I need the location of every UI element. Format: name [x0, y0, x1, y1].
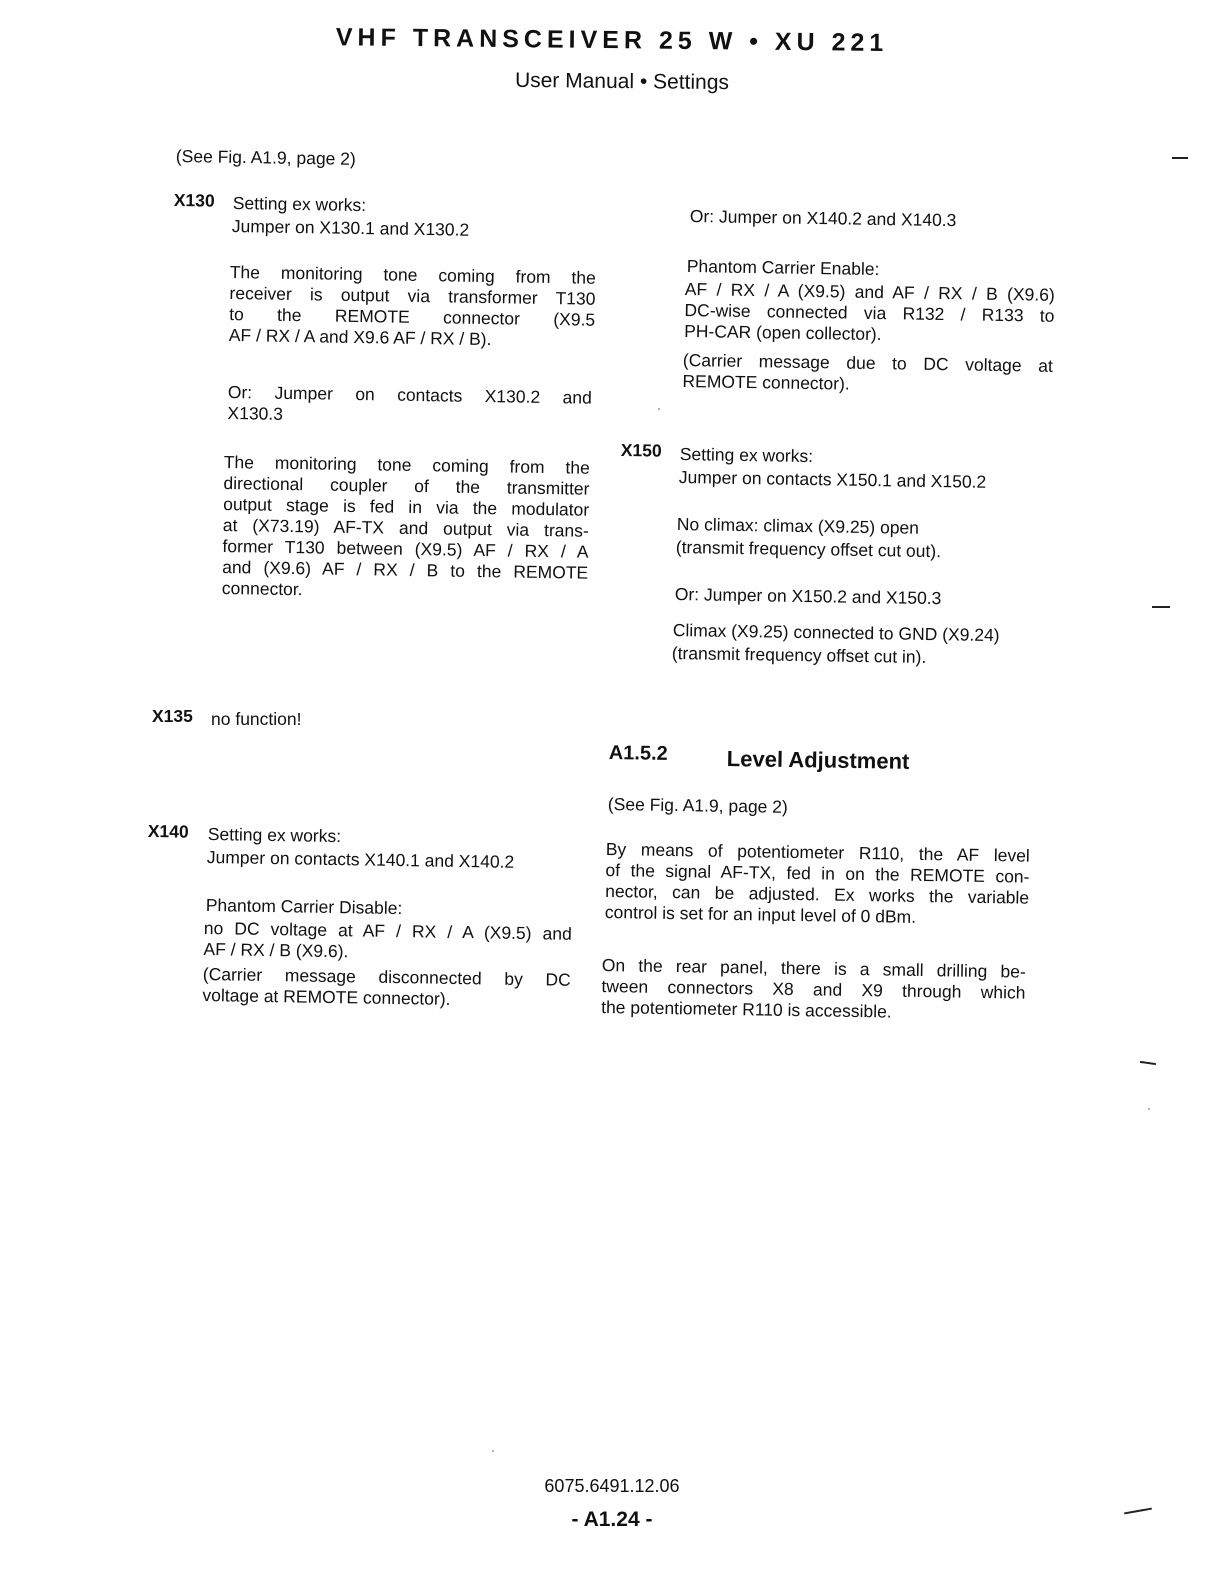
margin-mark	[1140, 1061, 1156, 1065]
x150-label: Setting ex works:	[679, 444, 814, 467]
document-title: VHF TRANSCEIVER 25 W • XU 221	[335, 23, 889, 58]
section-number: A1.5.2	[608, 742, 668, 765]
x150-setting: Jumper on contacts X150.1 and X150.2	[678, 467, 987, 492]
section-see-figure: (See Fig. A1.9, page 2)	[607, 794, 788, 817]
x130-code: X130	[173, 190, 215, 211]
climax-line-2: (transmit frequency offset cut in).	[671, 643, 927, 667]
x150-alternative: Or: Jumper on X150.2 and X150.3	[674, 584, 942, 609]
scan-speck	[658, 408, 660, 410]
page-number: - A1.24 -	[571, 1508, 653, 1531]
x140-code: X140	[147, 821, 189, 842]
see-figure-note: (See Fig. A1.9, page 2)	[175, 146, 356, 169]
x130-paragraph-2: The monitoring tone coming from the directional coupler of the transmitter output stage is fed in via the modulator at (X73.19) AF-TX and output via trans- former T130 between (X9.5) AF / RX / A and (X9.6) AF / RX / B to the REMOTE connector.	[221, 452, 590, 600]
x135-code: X135	[152, 706, 193, 726]
x135-label: no function!	[211, 709, 302, 729]
phantom-enable-heading: Phantom Carrier Enable:	[686, 256, 880, 280]
scan-speck	[1148, 1108, 1150, 1110]
x150-code: X150	[620, 440, 662, 461]
level-adjustment-paragraph-2: On the rear panel, there is a small drilling be- tween connectors X8 and X9 through which the potentiometer R110 is accessible.	[601, 955, 1026, 1022]
x130-paragraph-1: The monitoring tone coming from the receiver is output via transformer T130 to the REMOTE connector (X9.5 AF / RX / A and X9.6 AF / RX / B).	[228, 262, 596, 350]
margin-mark	[1152, 606, 1170, 608]
x140-paragraph: no DC voltage at AF / RX / A (X9.5) and AF / RX / B (X9.6).	[203, 918, 572, 962]
document-subtitle: User Manual • Settings	[514, 68, 730, 95]
document-number: 6075.6491.12.06	[544, 1476, 680, 1496]
level-adjustment-paragraph-1: By means of potentiometer R110, the AF level of the signal AF-TX, fed in on the REMOTE con- nector, can be adjusted. Ex works the variable control is set for an input level of 0 dBm.	[604, 839, 1030, 927]
climax-line-1: Climax (X9.25) connected to GND (X9.24)	[672, 620, 1000, 646]
no-climax-line-2: (transmit frequency offset cut out).	[675, 537, 942, 562]
margin-mark	[1172, 157, 1188, 159]
scan-speck	[492, 1450, 494, 1452]
x140-note: (Carrier message disconnected by DC voltage at REMOTE connector).	[202, 964, 571, 1009]
section-title: Level Adjustment	[726, 746, 910, 774]
x130-label: Setting ex works:	[232, 193, 367, 216]
no-climax-line-1: No climax: climax (X9.25) open	[676, 514, 920, 538]
x140-heading: Phantom Carrier Disable:	[205, 895, 403, 919]
x140-setting: Jumper on contacts X140.1 and X140.2	[206, 847, 515, 872]
phantom-enable-paragraph: AF / RX / A (X9.5) and AF / RX / B (X9.6) DC-wise connected via R132 / R133 to PH-CAR (open collector).	[684, 279, 1055, 345]
x130-setting: Jumper on X130.1 and X130.2	[231, 216, 470, 240]
x140-alternative: Or: Jumper on X140.2 and X140.3	[689, 206, 957, 231]
x130-alternative: Or: Jumper on contacts X130.2 and X130.3	[227, 382, 592, 424]
phantom-enable-note: (Carrier message due to DC voltage at REMOTE connector).	[682, 350, 1053, 394]
x140-label: Setting ex works:	[207, 824, 342, 847]
